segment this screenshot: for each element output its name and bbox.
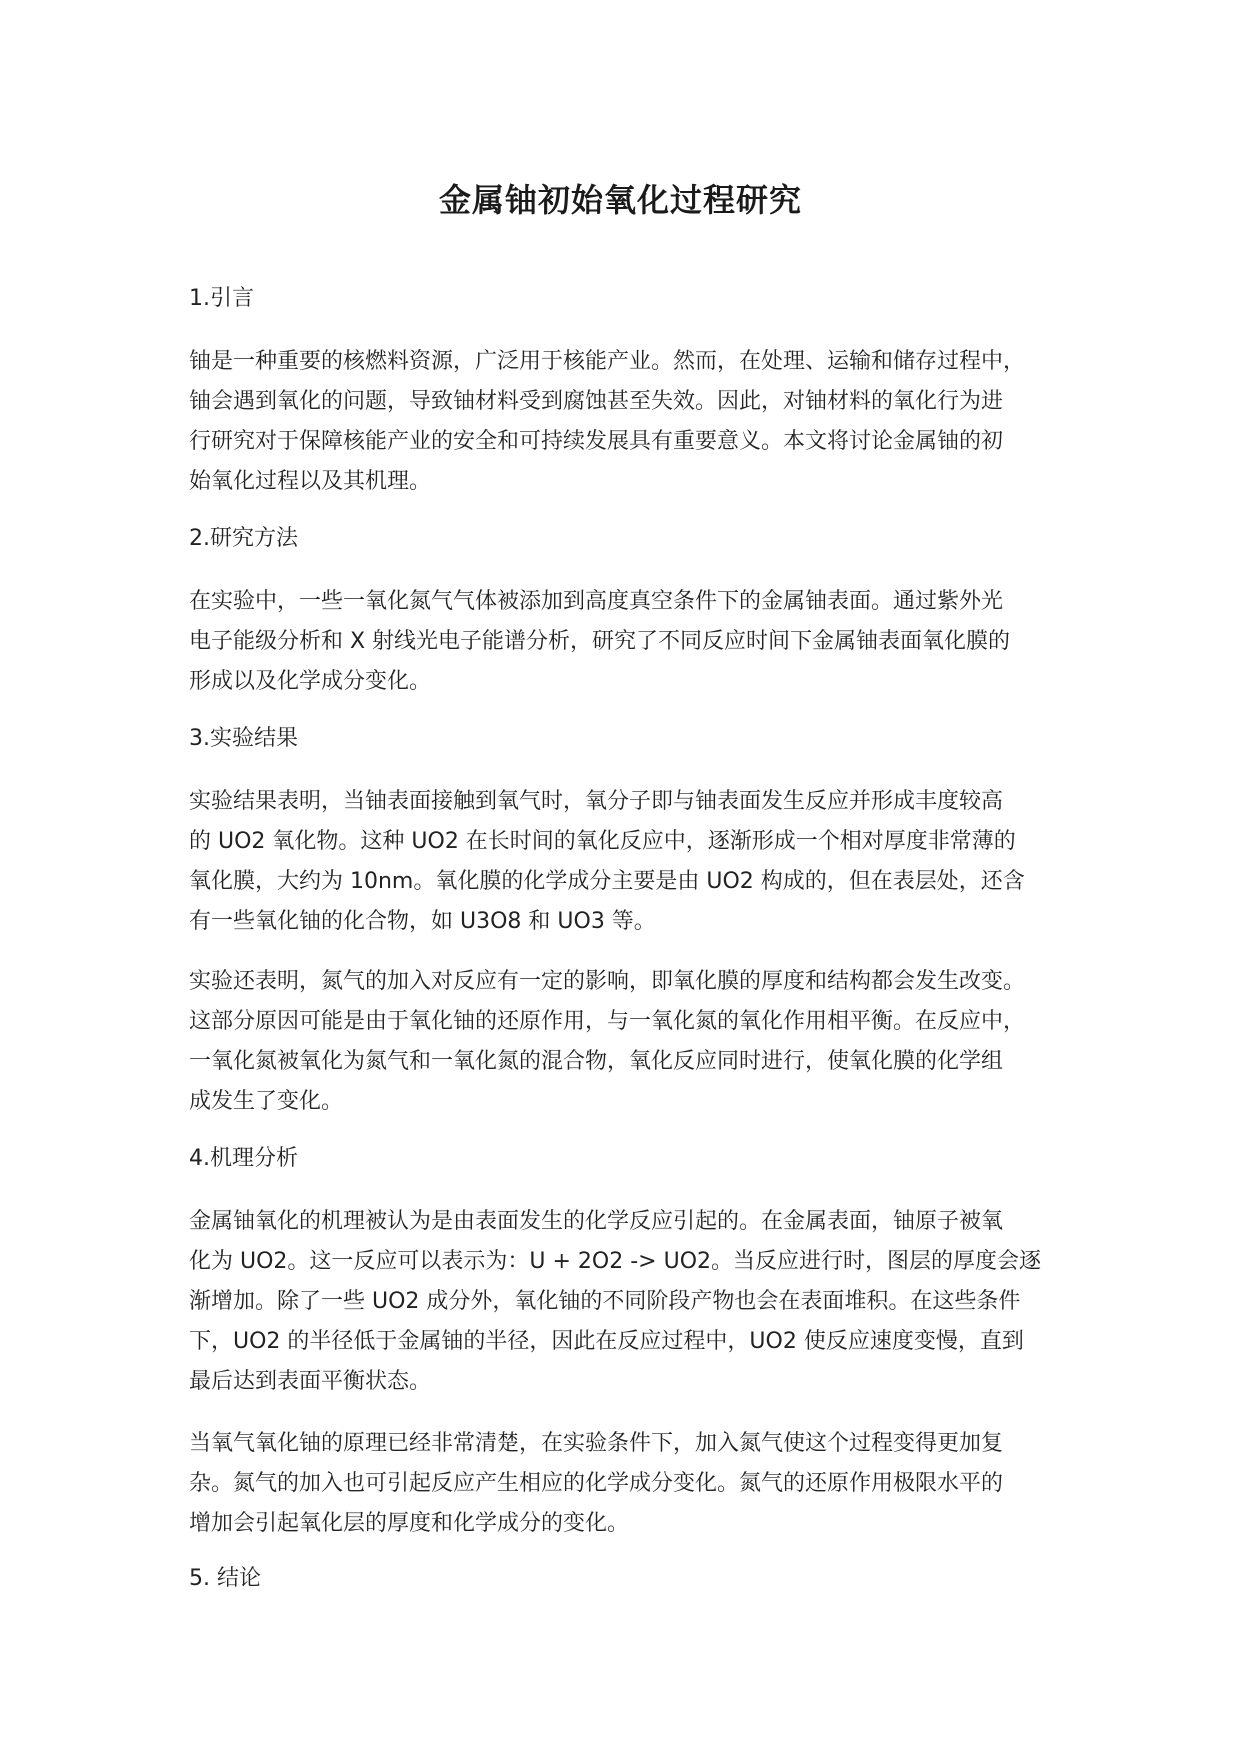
paragraph-line: 的 UO2 氧化物。这种 UO2 在长时间的氧化反应中，逐渐形成一个相对厚度非常薄的 [189, 829, 1016, 854]
paragraph-line: 渐增加。除了一些 UO2 成分外，氧化铀的不同阶段产物也会在表面堆积。在这些条件 [189, 1289, 1021, 1314]
paragraph-line: 当氧气氧化铀的原理已经非常清楚，在实验条件下，加入氮气使这个过程变得更加复 [189, 1431, 1004, 1456]
paragraph [189, 1424, 1039, 1544]
paragraph-line: 形成以及化学成分变化。 [189, 669, 432, 694]
paragraph-line: 最后达到表面平衡状态。 [189, 1369, 432, 1394]
paragraph-line: 氧化膜，大约为 10nm。氧化膜的化学成分主要是由 UO2 构成的，但在表层处，还含 [189, 869, 1025, 894]
section-heading-introduction: 1.引言 [189, 286, 254, 311]
section-heading-results: 3.实验结果 [189, 726, 298, 751]
paragraph-line: 实验还表明，氮气的加入对反应有一定的影响，即氧化膜的厚度和结构都会发生改变。 [189, 969, 1026, 994]
paragraph-line: 铀会遇到氧化的问题，导致铀材料受到腐蚀甚至失效。因此，对铀材料的氧化行为进 [189, 389, 1004, 414]
paragraph [189, 342, 1039, 502]
paragraph-line: 铀是一种重要的核燃料资源，广泛用于核能产业。然而，在处理、运输和储存过程中， [189, 349, 1026, 374]
paragraph-line: 始氧化过程以及其机理。 [189, 469, 432, 494]
paragraph-line: 电子能级分析和 X 射线光电子能谱分析，研究了不同反应时间下金属铀表面氧化膜的 [189, 629, 1011, 654]
paragraph-line: 下，UO2 的半径低于金属铀的半径，因此在反应过程中，UO2 使反应速度变慢，直到 [189, 1329, 1024, 1354]
paragraph-line: 一氧化氮被氧化为氮气和一氧化氮的混合物，氧化反应同时进行，使氧化膜的化学组 [189, 1049, 1004, 1074]
section-heading-mechanism: 4.机理分析 [189, 1146, 298, 1171]
paragraph-line: 增加会引起氧化层的厚度和化学成分的变化。 [189, 1511, 630, 1536]
paragraph-line: 有一些氧化铀的化合物，如 U3O8 和 UO3 等。 [189, 909, 656, 934]
paragraph-line: 杂。氮气的加入也可引起反应产生相应的化学成分变化。氮气的还原作用极限水平的 [189, 1471, 1004, 1496]
section-heading-methods: 2.研究方法 [189, 526, 298, 551]
paragraph-line: 这部分原因可能是由于氧化铀的还原作用，与一氧化氮的氧化作用相平衡。在反应中， [189, 1009, 1026, 1034]
paragraph-line: 化为 UO2。这一反应可以表示为：U + 2O2 -> UO2。当反应进行时，图层的厚度会逐 [189, 1249, 1042, 1274]
paragraph-line: 实验结果表明，当铀表面接触到氧气时，氧分子即与铀表面发生反应并形成丰度较高 [189, 789, 1004, 814]
section-heading-conclusion: 5. 结论 [189, 1566, 261, 1591]
paragraph-line: 行研究对于保障核能产业的安全和可持续发展具有重要意义。本文将讨论金属铀的初 [189, 429, 1004, 454]
paragraph [189, 962, 1039, 1122]
paragraph-line: 成发生了变化。 [189, 1089, 344, 1114]
paragraph-line: 在实验中，一些一氧化氮气气体被添加到高度真空条件下的金属铀表面。通过紫外光 [189, 589, 1004, 614]
paragraph-line: 金属铀氧化的机理被认为是由表面发生的化学反应引起的。在金属表面，铀原子被氧 [189, 1209, 1004, 1234]
paragraph [189, 582, 1039, 702]
paragraph [189, 1202, 1042, 1402]
document-title: 金属铀初始氧化过程研究 [438, 181, 802, 219]
paragraph [189, 782, 1039, 942]
